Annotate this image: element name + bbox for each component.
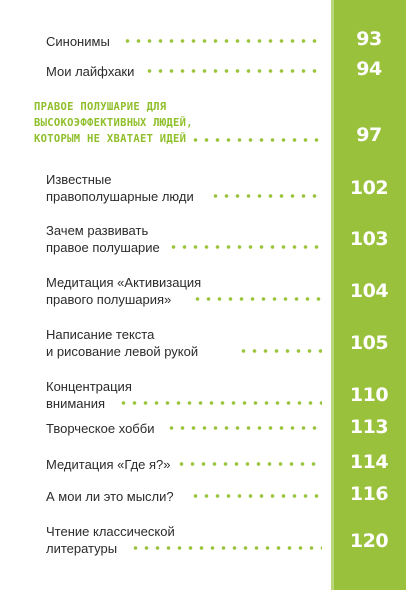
entry-label-line-2: внимания [46,396,105,411]
page-number: 97 [356,124,382,146]
page-number: 120 [349,530,389,552]
entry-label-line-2: правополушарные люди [46,189,194,204]
entry-label: Творческое хобби [46,421,155,436]
dot-leader [190,137,322,143]
page-number: 114 [349,451,389,473]
entry-label-line-1: Медитация «Активизация [46,275,202,290]
dot-leader [122,38,322,44]
section-title-line-1: ПРАВОЕ ПОЛУШАРИЕ ДЛЯ [34,101,167,113]
section-title-line-3: КОТОРЫМ НЕ ХВАТАЕТ ИДЕЙ [34,133,187,145]
page-number: 94 [356,58,382,80]
entry-label: Синонимы [46,34,110,49]
entry-label-line-1: Чтение классической [46,524,175,539]
page-number: 105 [349,332,389,354]
page-number: 103 [349,228,389,250]
entry-label-line-1: Написание текста [46,327,155,342]
entry-label-line-2: и рисование левой рукой [46,344,199,359]
dot-leader [168,244,322,250]
page-number: 110 [349,384,389,406]
entry-label-line-1: Зачем развивать [46,223,149,238]
dot-leader [166,425,322,431]
dot-leader [118,400,322,406]
page-number: 102 [349,177,389,199]
entry-label-line-2: правое полушарие [46,240,160,255]
entry-label-line-2: правого полушария» [46,292,172,307]
dot-leader [192,296,322,302]
entry-label-line-2: литературы [46,541,118,556]
section-title-line-2: ВЫСОКОЭФФЕКТИВНЫХ ЛЮДЕЙ, [34,117,193,129]
page-number: 104 [349,280,389,302]
page-number: 113 [349,416,389,438]
dot-leader [210,193,322,199]
entry-label-line-1: Концентрация [46,379,132,394]
entry-label: Мои лайфхаки [46,64,135,79]
dot-leader [144,68,322,74]
dot-leader [190,493,322,499]
page-number: 116 [349,483,389,505]
dot-leader [130,545,322,551]
entry-label: А мои ли это мысли? [46,489,174,504]
entry-label: Медитация «Где я?» [46,457,171,472]
dot-leader [238,348,322,354]
entry-label-line-1: Известные [46,172,112,187]
page-number: 93 [356,28,382,50]
dot-leader [176,461,322,467]
